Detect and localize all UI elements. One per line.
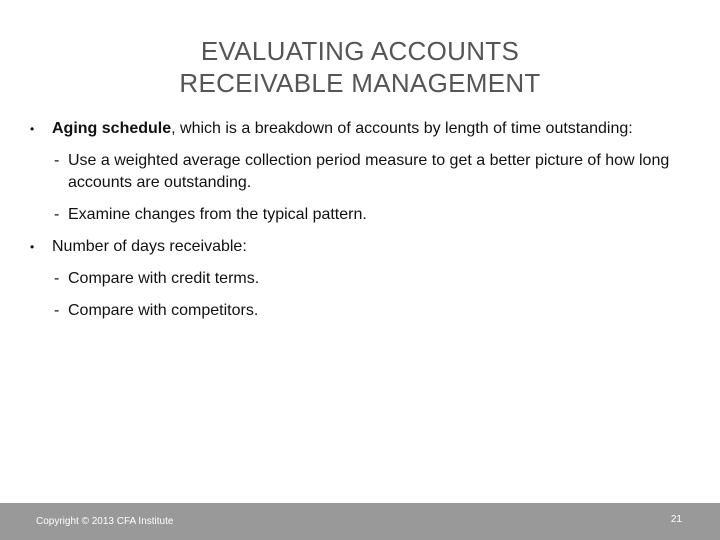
sub-bullet-text: Use a weighted average collection period measure to get a better picture of how long accounts are outstanding. <box>68 152 670 191</box>
bullet-aging-schedule <box>28 118 688 140</box>
bullet-bold-text: Aging schedule <box>52 120 172 137</box>
slide-title-line-2: RECEIVABLE MANAGEMENT <box>179 68 541 98</box>
sub-bullet-weighted-average <box>28 150 688 194</box>
slide-footer <box>0 503 720 540</box>
slide-title-line-1: EVALUATING ACCOUNTS <box>200 36 520 66</box>
copyright-text: Copyright © 2013 CFA Institute <box>36 516 174 527</box>
sub-bullet-mark: - <box>54 270 60 287</box>
sub-bullet-credit-terms <box>28 268 688 290</box>
bullet-mark: • <box>30 240 35 254</box>
bullet-days-receivable <box>28 236 688 258</box>
page-number: 21 <box>670 514 682 525</box>
slide-content <box>28 118 688 332</box>
sub-bullet-mark: - <box>54 302 60 319</box>
sub-bullet-examine-changes <box>28 204 688 226</box>
bullet-text: , which is a breakdown of accounts by length of time outstanding: <box>171 120 633 137</box>
sub-bullet-mark: - <box>54 206 60 223</box>
sub-bullet-text: Compare with credit terms. <box>68 270 260 287</box>
slide-title <box>0 35 720 99</box>
bullet-mark: • <box>30 122 35 136</box>
sub-bullet-competitors <box>28 300 688 322</box>
sub-bullet-mark: - <box>54 152 60 169</box>
sub-bullet-text: Compare with competitors. <box>68 302 259 319</box>
sub-bullet-text: Examine changes from the typical pattern. <box>68 206 367 223</box>
bullet-text: Number of days receivable: <box>52 238 247 255</box>
